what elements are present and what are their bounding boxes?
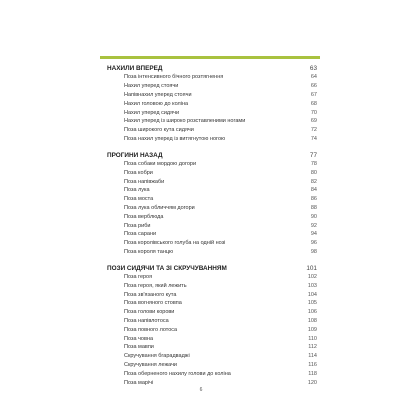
entry-page-number: 96 [310,240,317,247]
toc-entry [107,109,317,118]
entry-label: Поза сарани [124,231,157,238]
entry-label: Поза короля танцю [124,248,174,255]
toc-entry [107,379,317,388]
entry-page-number: 70 [310,109,317,116]
entry-page-number: 78 [310,160,317,167]
toc-entry [107,178,317,187]
section-page-number: 77 [309,151,317,159]
toc-entry [107,273,317,282]
entry-page-number: 80 [310,169,317,176]
toc-entry [107,335,317,344]
section-heading [107,264,317,273]
toc-entry [107,213,317,222]
entry-label: Нахил уперед стоячи [124,83,179,90]
entry-page-number: 112 [308,344,317,351]
toc-entry [107,326,317,335]
section-page-number: 63 [309,65,317,72]
entry-page-number: 72 [310,127,317,134]
toc-entry [107,73,317,82]
toc-entry [107,160,317,169]
entry-page-number: 116 [308,361,317,368]
entry-page-number: 105 [307,300,317,307]
entry-label: Поза собаки мордою догори [124,160,197,167]
toc-entry [107,239,317,248]
entry-label: Поза напівжаби [124,178,165,185]
entry-label: Поза зв'язаного кута [124,291,177,298]
toc-entry [107,204,317,213]
entry-label: Поза верблюда [124,213,164,220]
section-heading [107,64,317,73]
entry-page-number: 118 [308,370,317,377]
entry-page-number: 90 [310,213,317,220]
entry-label: Скручування лежачи [124,361,178,368]
entry-page-number: 92 [310,222,317,229]
entry-page-number: 84 [310,187,317,194]
toc-entry [107,370,317,379]
entry-label: Нахил уперед сидячи [124,109,180,116]
toc-entry [107,291,317,300]
entry-page-number: 104 [307,291,317,298]
entry-label: Нахил уперед із широко розставленими ногами [124,118,246,125]
page-number: 6 [199,387,203,393]
entry-label: Поза інтенсивного бічного розтягнення [124,74,224,81]
entry-label: Поза оберненого нахилу голови до коліна [124,370,231,377]
toc-entry [107,135,317,144]
entry-label: Напівнахил уперед стоячи [124,92,192,98]
entry-label: Поза риби [124,222,151,229]
toc-entry [107,117,317,126]
entry-page-number: 106 [307,309,317,316]
toc-entry [107,186,317,195]
toc-entry [107,282,317,291]
toc-entry [107,361,317,370]
entry-page-number: 88 [310,204,317,211]
toc-entry [107,222,317,231]
entry-page-number: 74 [310,135,317,142]
toc-section [107,151,317,257]
toc-entry [107,248,317,257]
entry-page-number: 103 [307,282,317,289]
toc-entry [107,352,317,361]
toc-entry [107,82,317,91]
toc-section [107,264,317,388]
toc-entry [107,308,317,317]
toc-entry [107,169,317,178]
entry-label: Поза широкого кута сидячи [124,127,194,134]
toc-entry [107,195,317,204]
entry-page-number: 109 [307,326,317,333]
entry-page-number: 86 [310,196,317,203]
entry-label: Поза напівлотоса [124,317,169,324]
accent-rule [100,56,320,59]
section-title: НАХИЛИ ВПЕРЕД [107,65,163,72]
toc-entry [107,126,317,135]
entry-label: Поза повного лотоса [124,326,178,333]
section-page-number: 101 [306,264,317,272]
entry-page-number: 120 [307,379,317,386]
entry-page-number: 66 [310,83,317,90]
entry-page-number: 102 [307,273,317,280]
table-of-contents [107,64,317,394]
entry-label: Поза вогняного стовпа [124,300,182,307]
entry-page-number: 67 [310,92,317,98]
entry-page-number: 114 [308,353,317,360]
entry-label: Поза лука [124,187,150,194]
entry-label: Поза героя [124,273,153,280]
section-title: ПРОГИНИ НАЗАД [107,151,163,159]
entry-page-number: 108 [307,317,317,324]
entry-label: Поза королівського голуба на одній нозі [124,240,226,247]
entry-page-number: 69 [310,118,317,125]
entry-label: Нахил головою до коліна [124,100,189,107]
entry-label: Поза героя, який лежить [124,282,187,289]
toc-entry [107,230,317,239]
entry-page-number: 82 [310,178,317,185]
entry-label: Поза моста [124,196,154,203]
entry-page-number: 64 [310,74,317,81]
entry-label: Поза кобри [124,169,153,176]
entry-label: Поза мавпи [124,344,154,351]
section-title: ПОЗИ СИДЯЧИ ТА ЗІ СКРУЧУВАННЯМ [107,264,227,272]
entry-label: Поза нахил уперед із витягнутою ногою [124,135,226,142]
toc-entry [107,100,317,109]
entry-page-number: 94 [310,231,317,238]
toc-entry [107,299,317,308]
entry-page-number: 98 [310,248,317,255]
toc-section [107,64,317,144]
toc-entry [107,91,317,100]
entry-label: Поза лука обличчям догори [124,204,195,211]
section-heading [107,151,317,160]
entry-label: Скручування бгарадваджі [124,353,190,360]
entry-page-number: 110 [308,335,317,342]
entry-label: Поза човна [124,335,154,342]
entry-label: Поза голови корови [124,309,175,316]
entry-page-number: 68 [310,100,317,107]
toc-entry [107,317,317,326]
entry-label: Поза марічі [124,379,154,386]
toc-entry [107,343,317,352]
